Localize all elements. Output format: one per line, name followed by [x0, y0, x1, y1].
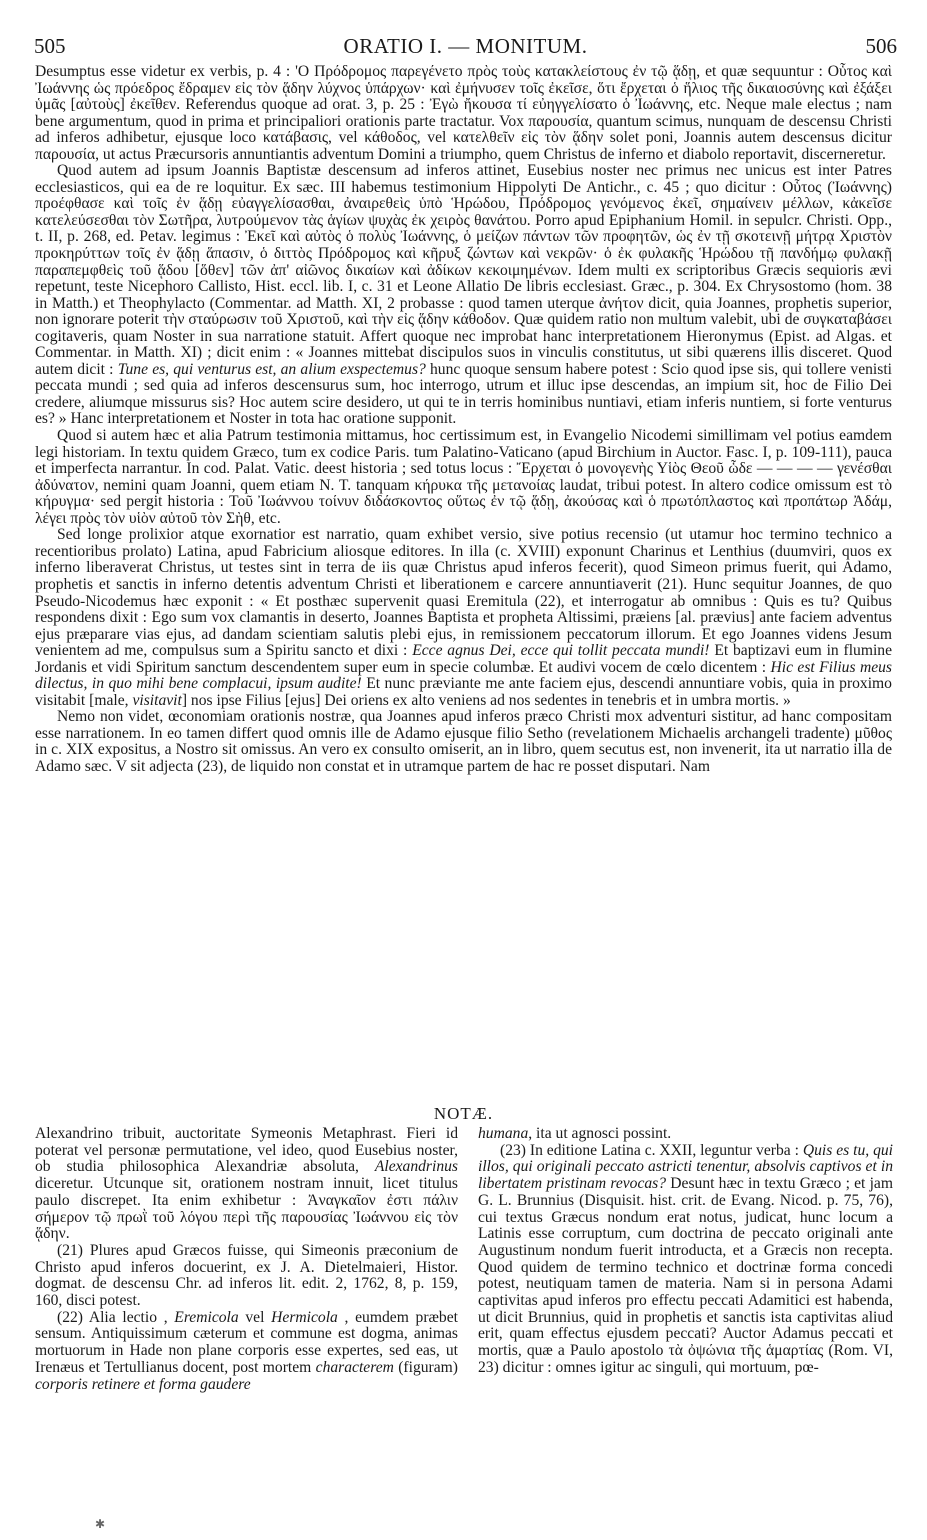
italic-run: Eremicola — [174, 1308, 239, 1326]
italic-run: Alexandrinus — [374, 1158, 458, 1176]
paragraph — [35, 64, 892, 163]
footnote-continuation — [478, 1126, 893, 1143]
main-text — [35, 64, 892, 776]
text-run: vel — [238, 1308, 272, 1326]
text-run: hunc quoque sensum habere potest : Scio quod ipse sis, qui tollere venisti peccata mundi ; sed quia ad inferos descensurus sum, hoc interrogo, utrum et illuc ipse descendas, an impium sit, hoc de Filio Dei credere, aliumque missurus sis? Hoc autem scire desidero, ut qui te in terris hominibus nuntiavi, etiam inferis nuntiem, si forte venturus es? » Hanc interpretationem et Noster in tota hac oratione supponit. — [35, 360, 892, 428]
text-run: (21) Plures apud Græcos fuisse, qui Simeonis præconium de Christo apud inferos docuerint, ex J. A. Dietelmaieri, Histor. dogmat. de descensu Chr. ad inferos lit. edit. 2, 1762, 8, p. 159, 160, disci potest. — [35, 1241, 458, 1310]
text-run: Nemo non videt, œconomiam orationis nostræ, qua Joannes apud inferos præco Christi mox adventuri sistitur, ad hanc compositam esse narrationem. In eo tamen differt quod omnis ille de Adamo ejusque filio Setho (revelationem Michaelis archangeli tradente) μῦθος in c. XIX expositus, a Nostro sit omissus. An vero ex consulto omiserit, an in libro, quem secutus est, non invenerit, ita ut narratio illa de Adamo sæc. V sit adjecta (23), de liquido non constat et in utramque partem de hac re posset disputari. Nam — [35, 708, 892, 775]
text-run: Sed longe prolixior atque exornatior est narratio, quam exhibet versio, sive potius recensio (ut utamur hoc termino technico a recentioribus prolato) Latina, apud Fabricium aliosque editores. In illa (c. XVIII) exponunt Charinus et Lenthius (duumviri, quos ex inferno liberaverat Christus, ut testes sint in terra de iis quæ Christus apud inferos fecerit), quod Simeon primus fuerit, qui Adamo, prophetis et sanctis in inferno detentis adventum Christi et liberationem e carcere annuntiaverit (21). Hunc sequitur Joannes, de quo Pseudo-Nicodemus hæc exponit : « Et posthæc supervenit quasi Eremitula (22), et interrogatur ab omnibus : Quis es tu? Quibus respondens dixit : Ego sum vox clamantis in deserto, Joannes Baptista et propheta Altissimi, præiens [al. prævius] ante faciem adventus ejus præparare vias ejus, ad dandam scientiam salutis plebi ejus, in remissionem peccatorum illorum. Et ego Joannes videns Jesum venientem ad me, compulsus sum a Spiritu sancto et dixi : — [35, 526, 892, 660]
paragraph — [35, 709, 892, 775]
italic-run: Quis es tu, qui illos, qui originali peccato astricti tenentur, absolvis captivos et in libertatem pristinam revocas? — [478, 1141, 893, 1193]
footnote-21 — [35, 1243, 458, 1310]
text-run: Alexandrino tribuit, auctoritate Symeonis Metaphrast. Fieri id poterat vel personæ permutatione, vel ideo, quod Eusebius noster, ob studia philosophica Alexandriæ absoluta, — [35, 1125, 458, 1176]
paragraph — [35, 428, 892, 527]
text-run: (figuram) — [393, 1358, 458, 1376]
paragraph — [35, 527, 892, 709]
italic-run: humana — [478, 1125, 529, 1142]
italic-run: Ecce agnus Dei, ecce qui tollit peccata mundi! — [412, 642, 710, 660]
paragraph — [35, 163, 892, 428]
text-run: Desunt hæc in textu Græco ; et jam G. L. Brunnius (Disquisit. hist. crit. de Evang. Nicod. p. 75, 76), cui textus Græcus nondum erat notus, judicat, hunc locum a Latinis esse corruptum, cum doctrina de peccato originali ante Augustinum nondum fuerit introducta, et a Græcis non recepta. Quod quidem de termino technico et doctrinæ forma concedi potest, neutiquam tamen de materia. Nam si in persona Adami captivitas apud inferos pro effectu peccati Adamitici est habenda, ut dicit Brunnius, quid in prophetis et sanctis ista captivitas aliud erit, quam effectus ejusdem peccati? Auctor Adamus peccati et mortis, quæ a Paulo apostolo τὰ ὀψώνια τῆς ἁμαρτίας (Rom. VI, 23) dicitur : omnes igitur ac singuli, qui mortuum, pœ- — [478, 1175, 893, 1376]
page-number-right: 506 — [865, 34, 897, 58]
italic-run: visitavit — [132, 691, 182, 709]
notes-column-left — [35, 1126, 458, 1393]
text-run: Et nunc præviante me ante faciem ejus, descendi annuntiare vobis, quia in proximo visitabit [male, — [35, 675, 892, 709]
footnote-23 — [478, 1143, 893, 1377]
italic-run: Hic est Filius meus dilectus, in quo mihi bene complacui, ipsum audite! — [35, 658, 892, 693]
text-run: diceretur. Utcunque sit, orationem nostram innuit, licet titulus paulo discrepet. Ita enim exhibetur : Ἀναγκαῖον ἐστι πάλιν σήμερον τῷ πρωῒ τοῦ λόγου περὶ τῆς παρουσίας Ἰωάννου εἰς τὸν ᾅδην. — [35, 1175, 458, 1243]
italic-run: characterem — [315, 1358, 394, 1376]
running-title: ORATIO I. — MONITUM. — [343, 34, 588, 58]
text-run: Et baptizavi eum in flumine Jordanis et vidi Spiritum sanctum descendentem super eum in specie columbæ. Et audivi vocem de cœlo dicentem : — [35, 642, 893, 676]
text-run: Desumptus esse videtur ex verbis, p. 4 : 'Ο Πρόδρομος παρεγένετο πρὸς τοὺς κατακλείστους ἐν τῷ ᾅδῃ, et quæ sequuntur : Οὗτος καὶ Ἰωάννης ὡς πρόεδρος ἔδραμεν εἰς τὸν ᾅδην λύχνος ὑπάρχων· καὶ ἐμήνυσεν τοῖς ἐκεῖσε, ὅτι ἔρχεται ὁ ἥλιος τῆς δικαιοσύνης καὶ ἐξάξει ὑμᾶς [αὐτοὺς] ἐκεῖθεν. Referendus quoque ad orat. 3, p. 25 : Ἐγὼ ἤκουσα τί εὐηγγελίσατο ὁ Ἰωάννης, etc. Neque male electus ; nam bene argumentum, quod in prima et principaliori orationis parte tractatur. Vox παρουσία, quantum scimus, nunquam de descensu Christi ad inferos adhibetur, ejusque loco κατάβασις, vel κάθοδος, vel κατελθεῖν εἰς τὸν ᾅδην solet poni, Joannis autem descensus dicitur παρουσία, ut actus Præcursoris annuntiantis adventum Domini a triumpho, quem Christus de inferno et diabolo reportavit, discerneretur. — [35, 63, 892, 163]
text-run: Quod autem ad ipsum Joannis Baptistæ descensum ad inferos attinet, Eusebius noster nec primus nec unicus est inter Patres ecclesiasticos, qui ea de re loquitur. Ex sæc. III habemus testimonium Hippolyti De Antichr., c. 45 ; quo dicitur : Οὗτος (Ἰωάννης) προέφθασε καὶ τοῖς ἐν ᾅδῃ εὐαγγελίσασθαι, ἀναιρεθεὶς ὑπὸ Ἡρώδου, Πρόδρομος γενόμενος ἐκεῖ, σημαίνειν μέλλων, κἀκεῖσε κατελεύσεσθαι τὸν Σωτῆρα, λυτρούμενον τὰς ἁγίων ψυχὰς ἐκ χειρὸς θανάτου. Porro apud Epiphanium Homil. in sepulcr. Christi. Opp., t. II, p. 268, ed. Petav. legimus : Ἐκεῖ καὶ αὐτὸς ὁ πολὺς Ἰωάννης, ὁ μείζων πάντων τῶν προφητῶν, ὡς ἐν τῇ σκοτεινῇ μήτρᾳ Χριστὸν προκηρύττων τοῖς ἐν ᾅδῃ ἅπασιν, ὁ διττὸς Πρόδρομος καὶ κῆρυξ ζώντων καὶ νεκρῶν· ὁ ἐκ φυλακῆς Ἡρώδου τῇ πανδήμῳ φυλακῇ παραπεμφθεὶς τοῦ ᾅδου [ὅθεν] τῶν ἀπ' αἰῶνος δικαίων καὶ ἀδίκων κεκοιμημένων. Idem multi ex scriptoribus Græcis sequioris ævi repetunt, teste Nicephoro Callisto, Hist. eccl. lib. I, c. 31 et Leone Allatio De libris ecclesiast. Græc., p. 304. Ex Chrysostomo (hom. 38 in Matth.) et Theophylacto (Commentar. ad Matth. XI, 2 probasse : quod tamen uterque ἀνήτον dicit, quia Joannes, prophetis superior, non ignorare poterit τὴν σταύρωσιν τοῦ Χριστοῦ, καὶ τὴν εἰς ᾅδην κάθοδον. Quæ quidem ratio non multum valebit, ubi de συγκαταβάσει cogitaveris, quam Noster in sua narratione statuit. Affert quoque nec improbat hanc interpretationem Hieronymus (Epist. ad Algas. et Commentar. in Matth. XI) ; dicit enim : « Joannes mittebat discipulos suos in vinculis constitutus, ut sibi quærens illis disceret. Quod autem dicit : — [35, 162, 892, 378]
text-run: , eumdem præbet sensum. Antiquissimum cæterum et commune est dogma, animas mortuorum in Hade non plane corporis esse expertes, sed eas, ut Irenæus et Tertullianus docent, post mortem — [35, 1308, 458, 1376]
page-number-left: 505 — [34, 34, 66, 58]
notes-column-right — [478, 1126, 893, 1377]
italic-run: corporis retinere et forma gaudere — [35, 1375, 251, 1393]
text-run: Quod si autem hæc et alia Patrum testimonia mittamus, hoc certissimum est, in Evangelio Nicodemi simillimam vel potius eamdem legi historiam. In textu quidem Græco, tum ex codice Paris. tum Palatino-Vaticano (apud Birchium in Auctor. Fasc. I, p. 109-111), pauca et imperfecta narrantur. In cod. Palat. Vatic. deest historia ; sed totus locus : Ἔρχεται ὁ μονογενὴς Υἱὸς Θεοῦ ὧδε — — — — γενέσθαι ἀδύνατον, nemini quam Joanni, quem etiam N. T. tanquam κήρυκα τῆς μετανοίας laudat, tribui potest. In altero codice omissum est τὸ κήρυγμα· sed pergit historia : Τοῦ Ἰωάννου τοίνυν διδάσκοντος οὕτως ἐν τῷ ᾅδῃ, ἀκούσας καὶ ὁ πρωτόπλαστος καὶ προπάτωρ Ἀδάμ, λέγει πρὸς τὸν υἱὸν αὐτοῦ τὸν Σὴθ, etc. — [35, 427, 892, 527]
text-run: ] nos ipse Filius [ejus] Dei oriens ex alto veniens ad nos sedentes in tenebris et in umbra mortis. » — [181, 691, 791, 709]
italic-run: Hermicola — [271, 1308, 338, 1326]
notes-heading: NOTÆ. — [433, 1104, 494, 1123]
footnote-22 — [35, 1310, 458, 1394]
text-run: (22) Alia lectio , — [57, 1308, 175, 1326]
footnote-continuation — [35, 1126, 458, 1243]
text-run: (23) In editione Latina c. XXII, leguntur verba : — [500, 1141, 803, 1159]
text-run: , ita ut agnosci possint. — [528, 1125, 672, 1142]
page-speck: ✱ — [95, 1517, 106, 1531]
italic-run: Tune es, qui venturus est, an alium exspectemus? — [117, 360, 426, 378]
page-header — [34, 34, 897, 64]
